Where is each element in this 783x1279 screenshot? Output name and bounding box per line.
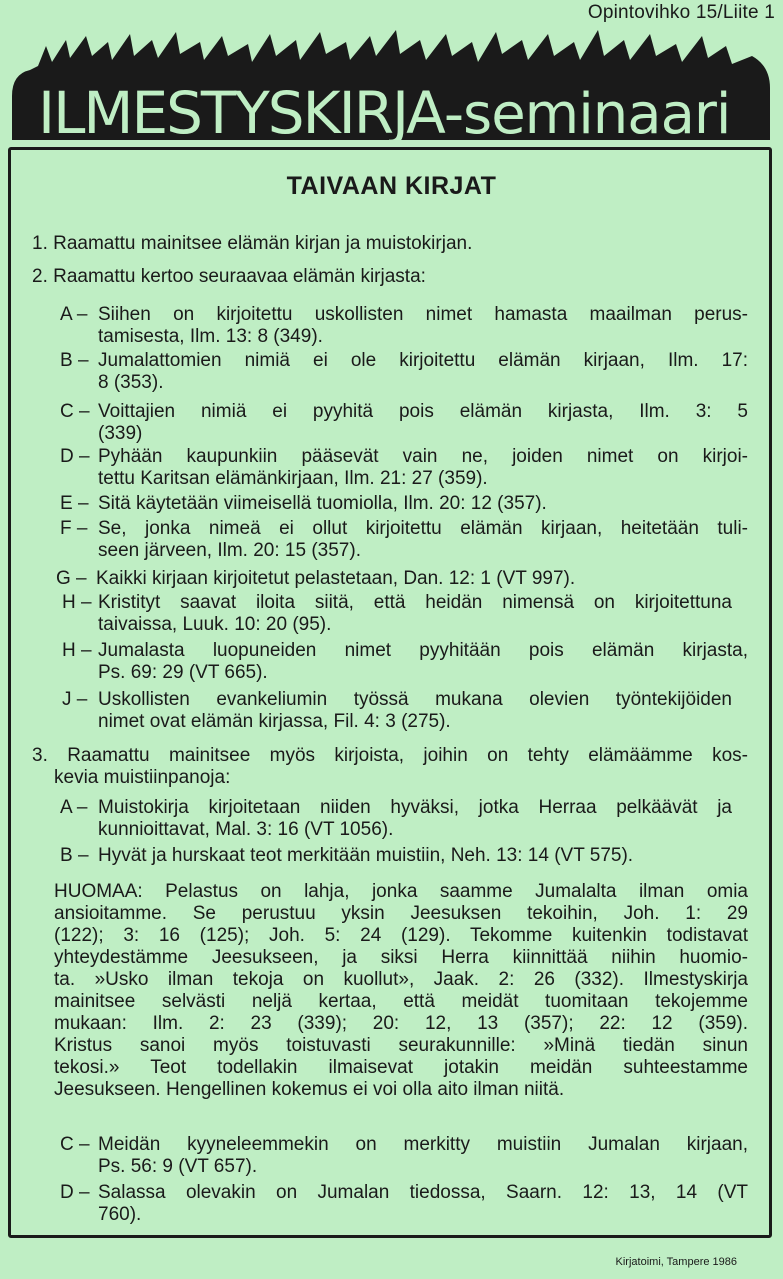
item-e-label: E –	[60, 493, 89, 514]
item-3a-line-2: kunnioittavat, Mal. 3: 16 (VT 1056).	[98, 819, 394, 840]
item-j-line-2: nimet ovat elämän kirjassa, Fil. 4: 3 (275).	[98, 711, 451, 732]
banner-main-text: ILMESTYSKIRJA	[38, 79, 444, 147]
item-b-line-1: Jumalattomien nimiä ei ole kirjoitettu elämän kirjaan, Ilm. 17:	[98, 350, 748, 371]
item-f-line-1: Se, jonka nimeä ei ollut kirjoitettu elämän kirjaan, heitetään tuli-	[98, 518, 748, 539]
point-2: 2. Raamattu kertoo seuraavaa elämän kirjasta:	[32, 266, 426, 287]
item-h-label: H –	[62, 592, 92, 613]
point-3-line-1: 3. Raamattu mainitsee myös kirjoista, joihin on tehty elämäämme kos-	[32, 745, 748, 766]
title-banner	[8, 26, 774, 147]
item-h2-label: H –	[62, 640, 92, 661]
page-title: TAIVAAN KIRJAT	[286, 172, 497, 200]
item-c-line-2: (339)	[98, 423, 143, 444]
note-line-5: ta. »Usko ilman tekoja on kuollut», Jaak. 2: 26 (332). Ilmestyskirja	[54, 969, 748, 990]
item-3a-line-1: Muistokirja kirjoitetaan niiden hyväksi, jotka Herraa pelkäävät ja	[98, 797, 732, 818]
item-3d-label: D –	[60, 1182, 90, 1203]
item-b-label: B –	[60, 350, 89, 371]
note-line-3: (122); 3: 16 (125); Joh. 5: 24 (129). Tekomme kuitenkin todistavat	[54, 925, 748, 946]
item-g-label: G –	[56, 568, 87, 589]
item-3b-line-1: Hyvät ja hurskaat teot merkitään muistiin, Neh. 13: 14 (VT 575).	[98, 845, 634, 866]
item-j-label: J –	[62, 689, 88, 710]
item-c-label: C –	[60, 401, 90, 422]
item-3d-line-1: Salassa olevakin on Jumalan tiedossa, Saarn. 12: 13, 14 (VT	[98, 1182, 748, 1203]
item-h2-line-2: Ps. 69: 29 (VT 665).	[98, 662, 268, 683]
item-3c-line-2: Ps. 56: 9 (VT 657).	[98, 1156, 258, 1177]
item-d-line-1: Pyhään kaupunkiin pääsevät vain ne, joiden nimet on kirjoi-	[98, 446, 748, 467]
item-a-label: A –	[60, 304, 88, 325]
item-f-line-2: seen järveen, Ilm. 20: 15 (357).	[98, 540, 361, 561]
item-a-line-1: Siihen on kirjoitettu uskollisten nimet hamasta maailman perus-	[98, 304, 748, 325]
note-line-2: ansioitamme. Se perustuu yksin Jeesuksen tekoihin, Joh. 1: 29	[54, 903, 748, 924]
item-f-label: F –	[60, 518, 88, 539]
corner-label: Opintovihko 15/Liite 1	[587, 2, 775, 23]
item-3c-line-1: Meidän kyyneleemmekin on merkitty muistiin Jumalan kirjaan,	[98, 1134, 748, 1155]
point-3-line-2: kevia muistiinpanoja:	[54, 767, 231, 788]
item-h2-line-1: Jumalasta luopuneiden nimet pyyhitään pois elämän kirjasta,	[98, 640, 748, 661]
item-d-label: D –	[60, 446, 90, 467]
item-3d-line-2: 760).	[98, 1204, 142, 1225]
note-line-9: tekosi.» Teot todellakin ilmaisevat jotakin meidän suhteestamme	[54, 1057, 748, 1078]
item-a-line-2: tamisesta, Ilm. 13: 8 (349).	[98, 326, 323, 347]
item-3c-label: C –	[60, 1134, 90, 1155]
item-h-line-2: taivaissa, Luuk. 10: 20 (95).	[98, 614, 332, 635]
banner-title	[38, 78, 758, 150]
item-h-line-1: Kristityt saavat iloita siitä, että heidän nimensä on kirjoitettuna	[98, 592, 732, 613]
note-line-10: Jeesukseen. Hengellinen kokemus ei voi olla aito ilman niitä.	[54, 1079, 565, 1100]
note-line-1: HUOMAA: Pelastus on lahja, jonka saamme Jumalalta ilman omia	[54, 881, 748, 902]
item-g-line-1: Kaikki kirjaan kirjoitetut pelastetaan, Dan. 12: 1 (VT 997).	[96, 568, 576, 589]
publisher-footer: Kirjatoimi, Tampere 1986	[615, 1256, 737, 1268]
point-1: 1. Raamattu mainitsee elämän kirjan ja muistokirjan.	[32, 233, 473, 254]
note-line-8: Kristus sanoi myös toistuvasti seurakunnille: »Minä tiedän sinun	[54, 1035, 748, 1056]
item-d-line-2: tettu Karitsan elämänkirjaan, Ilm. 21: 27 (359).	[98, 468, 488, 489]
item-3b-label: B –	[60, 845, 89, 866]
item-e-line-1: Sitä käytetään viimeisellä tuomiolla, Ilm. 20: 12 (357).	[98, 493, 547, 514]
item-3a-label: A –	[60, 797, 88, 818]
item-b-line-2: 8 (353).	[98, 372, 164, 393]
note-line-7: mukaan: Ilm. 2: 23 (339); 20: 12, 13 (357); 22: 12 (359).	[54, 1013, 748, 1034]
note-line-4: yhteydestämme Jeesukseen, ja siksi Herra kiinnittää niihin huomio-	[54, 947, 748, 968]
note-line-6: mainitsee selvästi neljä kertaa, että meidät tuomitaan tekojemme	[54, 991, 748, 1012]
banner-sub-text: -seminaari	[443, 82, 731, 147]
item-c-line-1: Voittajien nimiä ei pyyhitä pois elämän kirjasta, Ilm. 3: 5	[98, 401, 748, 422]
item-j-line-1: Uskollisten evankeliumin työssä mukana olevien työntekijöiden	[98, 689, 732, 710]
